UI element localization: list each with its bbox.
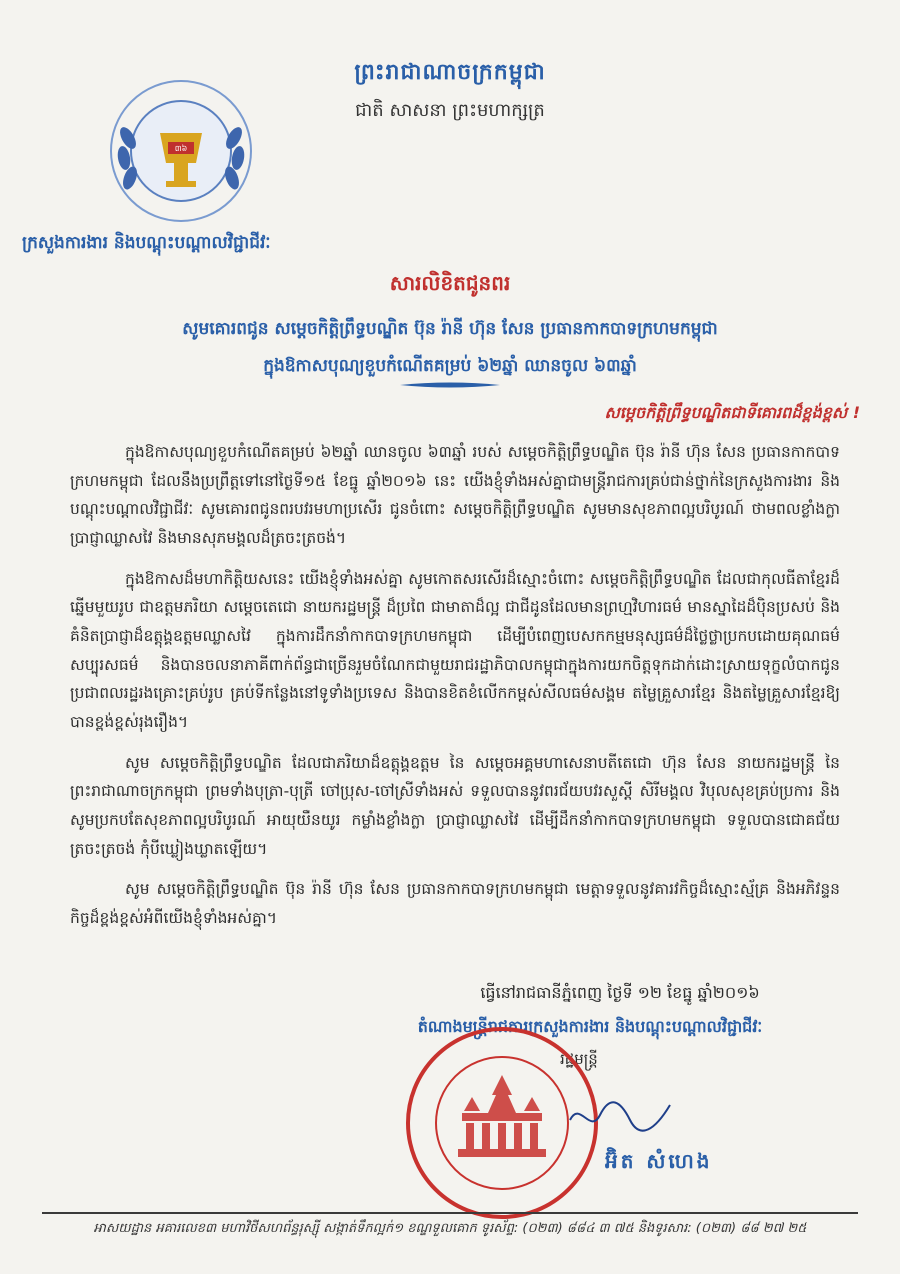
ministry-logo [108,78,254,224]
paragraph: ក្នុងឱកាសបុណ្យខួបកំណើតគម្រប់ ៦២ឆ្នាំ ឈានចូល ៦៣ឆ្នាំ របស់ សម្តេចកិត្តិព្រឹទ្ធបណ្ឌិត ប៊ុន រ៉ានី ហ៊ុន សែន ប្រធានកាកបាទក្រហមកម្ពុជា ដែលនឹងប្រព្រឹត្តទៅនៅថ្ងៃទី១៥ ខែធ្នូ ឆ្នាំ២០១៦ នេះ យើងខ្ញុំទាំងអស់គ្នាជាមន្ត្រីរាជការគ្រប់ជាន់ថ្នាក់នៃក្រសួងការងារ និងបណ្តុះបណ្តាលវិជ្ជាជីវៈ សូមគោរពជូនពរបវរមហាប្រសើរ ជូនចំពោះ សម្តេចកិត្តិព្រឹទ្ធបណ្ឌិត សូមមានសុខភាពល្អបរិបូរណ៍ ថាមពលខ្លាំងក្លា ប្រាជ្ញាឈ្លាសវៃ និងមានសុភមង្គលដ៏ត្រចះត្រចង់។ [70,443,840,548]
kingdom-name: ព្រះរាជាណាចក្រកម្ពុជា [354,60,546,85]
letter-title-block [40,270,860,380]
signing-organization: តំណាងមន្ត្រីរាជការក្រសួងការងារ និងបណ្តុះបណ្តាលវិជ្ជាជីវៈ [417,1017,763,1036]
paragraph: សូម សម្តេចកិត្តិព្រឹទ្ធបណ្ឌិត ដែលជាភរិយាដ៏ឧត្តុង្គឧត្តម នៃ សម្តេចអគ្គមហាសេនាបតីតេជោ ហ៊ុន សែន នាយករដ្ឋមន្ត្រី នៃព្រះរាជាណាចក្រកម្ពុជា ព្រមទាំងបុត្រា-បុត្រី ចៅប្រុស-ចៅស្រីទាំងអស់ ទទួលបាននូវពរជ័យបវរសួស្តី សិរីមង្គល វិបុលសុខគ្រប់ប្រការ និងសូមប្រកបតែសុខភាពល្អបរិបូរណ៍ អាយុយឺនយូរ កម្លាំងខ្លាំងក្លា ប្រាជ្ញាឈ្លាសវៃ ដើម្បីដឹកនាំកាកបាទក្រហមកម្ពុជា ទទួលបានជោគជ័យត្រចះត្រចង់ កុំបីឃ្លៀងឃ្លាតឡើយ។ [70,753,840,858]
title-ornament [400,380,500,390]
signer-name: អ៊ិត សំហេង [605,1149,713,1173]
svg-text:៣៦: ៣៦ [174,144,188,153]
kingdom-header [320,58,580,125]
handwritten-signature [560,1090,680,1140]
footer-divider [42,1212,858,1214]
letter-body [70,438,840,945]
minister-label: រដ្ឋមន្ត្រី [560,1050,598,1068]
salutation: សម្តេចកិត្តិព្រឹទ្ធបណ្ឌិតជាទីគោរពដ៏ខ្ពង់ខ្ពស់ ! [604,403,860,422]
paragraph: ក្នុងឱកាសដ៏មហាកិត្តិយសនេះ យើងខ្ញុំទាំងអស់គ្នា សូមកោតសរសើរដ៏ស្មោះចំពោះ សម្តេចកិត្តិព្រឹទ្ធបណ្ឌិត ដែលជាកុលធីតាខ្មែរដ៏ឆ្នើមមួយរូប ជាឧត្តមភរិយា សម្តេចតេជោ នាយករដ្ឋមន្ត្រី ដ៏ប្រពៃ ជាមាតាដ៏ល្អ ជាជីដូនដែលមានព្រហ្មវិហារធម៌ មានស្នាដៃដ៏ប៉ិនប្រសប់ និងគំនិតប្រាជ្ញាដ៏ឧត្តុង្គឧត្តមឈ្លាសវៃ ក្នុងការដឹកនាំកាកបាទក្រហមកម្ពុជា ដើម្បីបំពេញបេសកកម្មមនុស្សធម៌ដ៏ថ្លៃថ្លាប្រកបដោយគុណធម៌ សប្បុរសធម៌ និងបានចលនាភាគីពាក់ព័ន្ធជាច្រើនរួមចំណែកជាមួយរាជរដ្ឋាភិបាលកម្ពុជាក្នុងការយកចិត្តទុកដាក់ដោះស្រាយទុក្ខលំបាកជូនប្រជាពលរដ្ឋរងគ្រោះគ្រប់រូប គ្រប់ទីកន្លែងនៅទូទាំងប្រទេស និងបានខិតខំលើកកម្ពស់សីលធម៌សង្គម តម្លៃគ្រួសារខ្មែរ និងតម្លៃគ្រួសារខ្មែរឱ្យបានខ្ពង់ខ្ពស់រុងរឿង។ [70,569,840,732]
national-motto: ជាតិ សាសនា ព្រះមហាក្សត្រ [355,100,545,121]
ministry-name: ក្រសួងការងារ និងបណ្តុះបណ្តាលវិជ្ជាជីវៈ [22,233,271,253]
paragraph: សូម សម្តេចកិត្តិព្រឹទ្ធបណ្ឌិត ប៊ុន រ៉ានី ហ៊ុន សែន ប្រធានកាកបាទក្រហមកម្ពុជា មេត្តាទទួលនូវគារវកិច្ចដ៏ស្មោះស្ម័គ្រ និងអភិវន្ទនកិច្ចដ៏ខ្ពង់ខ្ពស់អំពីយើងខ្ញុំទាំងអស់គ្នា។ [70,880,840,928]
letter-subtitle: សូមគោរពជូន សម្តេចកិត្តិព្រឹទ្ធបណ្ឌិត ប៊ុន រ៉ានី ហ៊ុន សែន ប្រធានកាកបាទក្រហមកម្ពុជា [182,319,718,339]
letter-occasion: ក្នុងឱកាសបុណ្យខួបកំណើតគម្រប់ ៦២ឆ្នាំ ឈានចូល ៦៣ឆ្នាំ [263,356,637,376]
place-date: ធ្វើនៅរាជធានីភ្នំពេញ ថ្ងៃទី ១២ ខែធ្នូ ឆ្នាំ២០១៦ [480,983,760,1002]
letter-title: សារលិខិតជូនពរ [389,271,511,295]
footer-address: អាសយដ្ឋាន អគារលេខ៣ មហាវិថីសហព័ន្ធរុស្ស៊ី សង្កាត់ទឹកល្អក់១ ខណ្ឌទួលគោក ទូរស័ព្ទ: (០២៣) ៨៨៤ ៣ ៧៥ និងទូរសារ: (០២៣) ៨៨ ២៧ ២៥ [93,1221,807,1236]
